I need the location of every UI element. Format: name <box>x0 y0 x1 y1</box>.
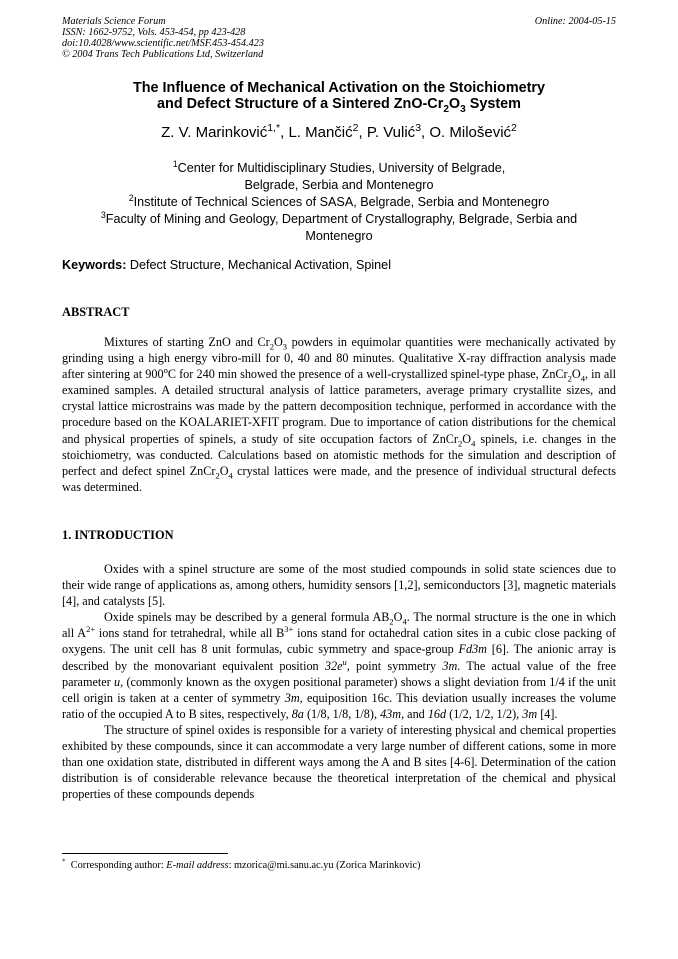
keywords-text: Defect Structure, Mechanical Activation, Spinel <box>126 258 391 272</box>
paper-title <box>62 80 616 115</box>
affiliations <box>62 160 616 245</box>
footnote-mark: * <box>62 857 66 866</box>
footnote-email: : mzorica@mi.sanu.ac.yu (Zorica Marinkovic) <box>228 860 421 871</box>
keywords-label: Keywords: <box>62 258 127 272</box>
intro-paragraph-3: The structure of spinel oxides is responsible for a variety of interesting physical and chemical properties exhibited by these compounds, since it can accommodate a very large number of different cations, some in more than one oxidation state, distributed in different ways among the A and B sites [4-6]. Determination of the cation distribution is of considerable relevance because the theoretical interpretation of the chemical and physical properties of these compounds depends <box>62 722 616 802</box>
author-2: , L. Mančić <box>280 124 353 141</box>
footnote: * Corresponding author: E-mail address: mzorica@mi.sanu.ac.yu (Zorica Marinkovic) <box>62 857 421 871</box>
introduction-heading: 1. INTRODUCTION <box>62 528 174 542</box>
abstract-heading: ABSTRACT <box>62 305 130 319</box>
affiliation-1-cont: Belgrade, Serbia and Montenegro <box>244 178 434 192</box>
affiliation-3-cont: Montenegro <box>305 229 373 243</box>
introduction-body <box>62 561 616 802</box>
author-4: , O. Milošević <box>421 124 512 141</box>
keywords <box>62 257 616 273</box>
doi-line: doi:10.4028/www.scientific.net/MSF.453-454.423 <box>62 38 264 49</box>
intro-paragraph-2: Oxide spinels may be described by a general formula $AB_2O_4$. The normal structure is the one in which all $A^{2+}$ ions stand for tetrahedral, while all $B^{3+}$ ions stand for octahedral cation sites in a cubic close packing of oxygens. The unit cell has 8 unit formulas, cubic symmetry and space-group Fd3m [6]. The anionic array is described by the monovariant equivalent position $32e^u$, point symmetry 3m. The actual value of the free parameter u, (commonly known as the oxygen positional parameter) shows a slight deviation from 1/4 if the unit cell origin is taken at a center of symmetry 3m, equiposition 16c. This deviation usually increases the volume ratio of the occupied A to B sites, respectively, 8a (1/8, 1/8, 1/8), 43m, and 16d (1/2, 1/2, 1/2), 3m [4]. <box>62 610 617 721</box>
journal-header <box>62 16 616 60</box>
affiliation-1: $^1$Center for Multidisciplinary Studies, University of Belgrade, <box>172 158 506 175</box>
title-line-1: The Influence of Mechanical Activation on the Stoichiometry <box>132 80 546 96</box>
abstract-body <box>62 334 616 495</box>
online-date: Online: 2004-05-15 <box>534 16 616 27</box>
journal-name: Materials Science Forum <box>62 16 166 27</box>
title-line-2: and Defect Structure of a Sintered ZnO-$Cr_2O_3$ System <box>157 96 521 115</box>
author-list: Z. V. Marinković$^{1,*}$, L. Mančić$^2$, P. Vulić$^3$, O. Milošević$^2$ <box>161 122 517 141</box>
issn-line: ISSN: 1662-9752, Vols. 453-454, pp 423-428 <box>62 27 246 38</box>
copyright-line: © 2004 Trans Tech Publications Ltd, Switzerland <box>62 49 264 60</box>
affiliation-2: $^2$Institute of Technical Sciences of SASA, Belgrade, Serbia and Montenegro <box>128 192 550 209</box>
abstract-paragraph: Mixtures of starting ZnO and $Cr_2O_3$ powders in equimolar quantities were mechanically activated by grinding using a high energy vibro-mill for 0, 40 and 80 minutes. Qualitative X-ray diffraction analysis made after sintering at 900$^o$C for 240 min showed the presence of a well-crystallized spinel-type phase, $ZnCr_2O_4$, in all examined samples. A detailed structural analysis of lattice parameters, average primary crystallite sizes, and crystal lattice microstrains was made by the pattern decomposition technique, performed in accordance with the procedure based on the KOALARIET-XFIT program. Due to importance of cation distributions for the chemical and physical properties of spinels, a study of site occupation factors of $ZnCr_2O_4$ spinels, i.e. changes in the stoichiometry, was conducted. Calculations based on atomistic methods for the simulation and description of perfect and defect spinel $ZnCr_2O_4$ crystal lattices were made, and the presence of individual structural defects was determined. <box>62 335 617 494</box>
intro-paragraph-1: Oxides with a spinel structure are some of the most studied compounds in solid state sciences due to their wide range of applications as, among others, humidity sensors [1,2], semiconductors [3], magnetic materials [4], and catalysts [5]. <box>62 562 616 609</box>
affiliation-3: $^3$Faculty of Mining and Geology, Department of Crystallography, Belgrade, Serbia and <box>100 209 578 226</box>
author-1: Z. V. Marinković <box>161 124 268 141</box>
author-3: , P. Vulić <box>358 124 416 141</box>
footnote-rule <box>62 853 228 854</box>
